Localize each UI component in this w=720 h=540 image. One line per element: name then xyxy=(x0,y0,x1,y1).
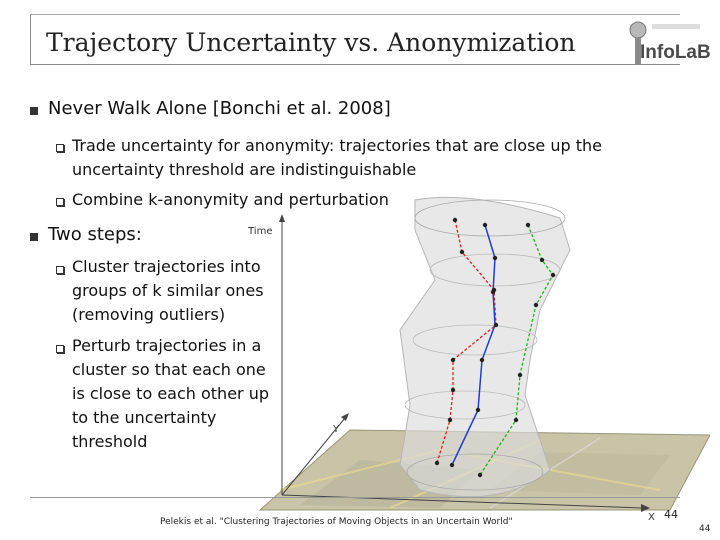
sub-bullet-1-1 xyxy=(56,144,64,152)
sub-bullet-1-2-text: Combine k-anonymity and perturbation xyxy=(72,190,389,209)
sub-bullet-2-2 xyxy=(56,345,64,353)
bullet-square-1 xyxy=(30,107,38,115)
sub-bullet-2-2-text: Perturb trajectories in a cluster so that each one is close to each other up to the uncertainty threshold xyxy=(72,336,269,451)
bullet-2-text: Two steps: xyxy=(48,224,142,245)
bullet-square-2 xyxy=(30,233,38,241)
bullet-1-text: Never Walk Alone [Bonchi et al. 2008] xyxy=(48,98,391,119)
sub-bullet-1-2 xyxy=(56,198,64,206)
page-number: 44 xyxy=(664,508,678,521)
y-axis-label: Y xyxy=(333,424,340,435)
footer-divider xyxy=(30,497,680,498)
logo-text: InfoLaB xyxy=(640,42,711,63)
slide-title: Trajectory Uncertainty vs. Anonymization xyxy=(46,28,576,57)
title-frame-left xyxy=(30,14,31,64)
title-divider xyxy=(30,64,680,65)
sub-bullet-1-1-text: Trade uncertainty for anonymity: trajectories that are close up the uncertainty threshold are indistinguishable xyxy=(72,136,602,179)
trajectory-figure xyxy=(240,190,710,520)
page-number-corner: 44 xyxy=(699,524,711,534)
x-axis-label: X xyxy=(648,512,655,520)
sub-bullet-2-1 xyxy=(56,266,64,274)
time-axis-label: Time xyxy=(248,226,273,237)
sub-bullet-2-1-text: Cluster trajectories into groups of k similar ones (removing outliers) xyxy=(72,257,264,324)
title-frame-top xyxy=(30,14,680,15)
footnote-citation: Pelekis et al. "Clustering Trajectories of Moving Objects in an Uncertain World" xyxy=(160,517,513,527)
